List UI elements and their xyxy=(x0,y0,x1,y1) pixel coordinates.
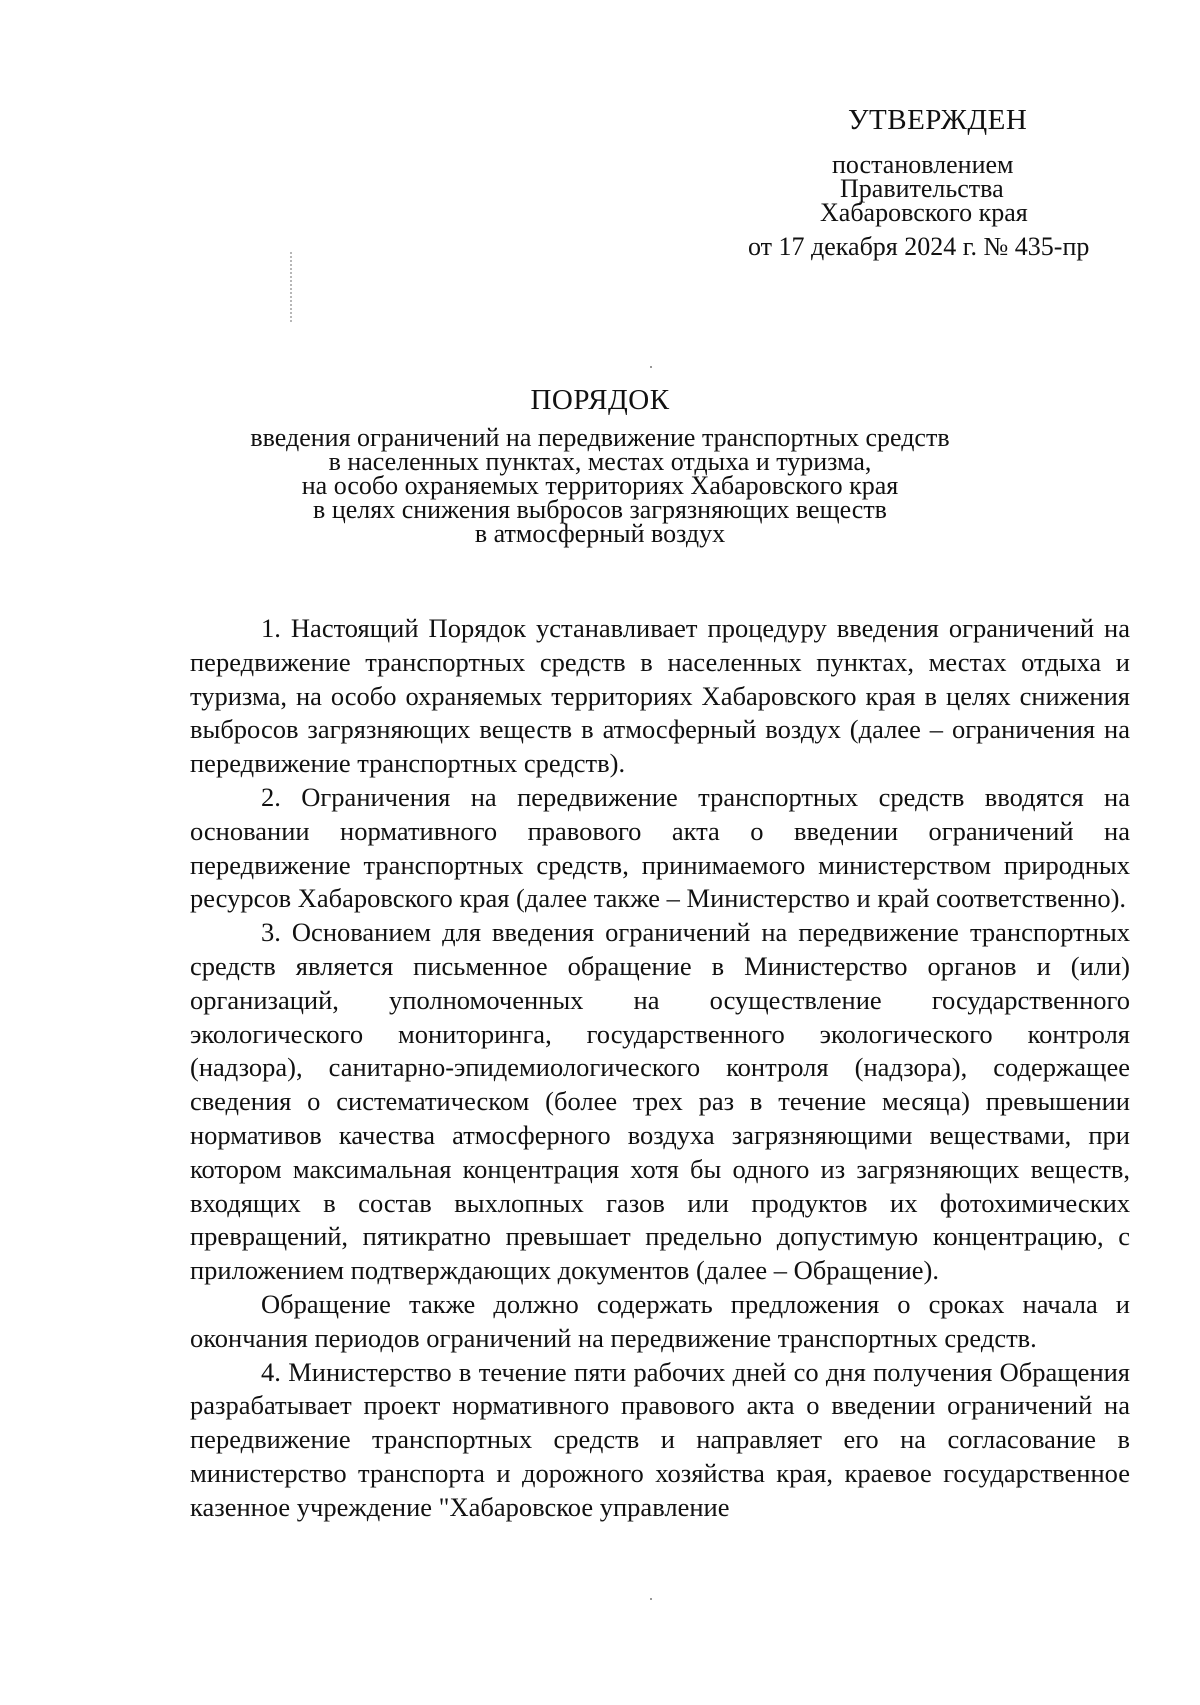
scan-artifact xyxy=(650,1598,652,1600)
approval-date: от 17 декабря 2024 г. № 435-пр xyxy=(748,232,1090,261)
document-body xyxy=(190,612,1130,1525)
document-title: ПОРЯДОК xyxy=(530,384,670,416)
paragraph-1: 1. Настоящий Порядок устанавливает процедуру введения ограничений на передвижение транспортных средств в населенных пунктах, местах отдыха и туризма, на особо охраняемых территориях Хабаровского края в целях снижения выбросов загрязняющих веществ в атмосферный воздух (далее – ограничения на передвижение транспортных средств). xyxy=(190,613,1130,779)
approval-title: УТВЕРЖДЕН xyxy=(848,104,1028,136)
subtitle-line: введения ограничений на передвижение транспортных средств xyxy=(250,423,950,452)
document-subtitle xyxy=(0,423,1200,548)
paragraph-2: 2. Ограничения на передвижение транспортных средств вводятся на основании нормативного правового акта о введении ограничений на передвижение транспортных средств, принимаемого министерством природных ресурсов Хабаровского края (далее также – Министерство и край соответственно). xyxy=(190,781,1130,914)
paragraph-3: 3. Основанием для введения ограничений на передвижение транспортных средств является письменное обращение в Министерство органов и (или) организаций, уполномоченных на осуществление государственного экологического мониторинга, государственного экологического контроля (надзора), санитарно-эпидемиологического контроля (надзора), содержащее сведения о систематическом (более трех раз в течение месяца) превышении нормативов качества атмосферного воздуха загрязняющими веществами, при котором максимальная концентрация хотя бы одного из загрязняющих веществ, входящих в состав выхлопных газов или продуктов их фотохимических превращений, пятикратно превышает предельно допустимую концентрацию, с приложением подтверждающих документов (далее – Обращение). xyxy=(190,917,1130,1286)
subtitle-line: в населенных пунктах, местах отдыха и туризма, xyxy=(328,447,872,476)
subtitle-line: в атмосферный воздух xyxy=(474,519,726,548)
scan-artifact xyxy=(650,366,652,368)
paragraph-3-addendum: Обращение также должно содержать предложения о сроках начала и окончания периодов ограничений на передвижение транспортных средств. xyxy=(190,1288,1130,1353)
subtitle-line: на особо охраняемых территориях Хабаровского края xyxy=(301,471,899,500)
approval-line-2: Правительства xyxy=(840,174,1004,203)
paragraph-4: 4. Министерство в течение пяти рабочих дней со дня получения Обращения разрабатывает проект нормативного правового акта о введении ограничений на передвижение транспортных средств и направляет его на согласование в министерство транспорта и дорожного хозяйства края, краевое государственное казенное учреждение "Хабаровское управление xyxy=(190,1356,1130,1522)
approval-line-3: Хабаровского края xyxy=(820,198,1028,227)
approval-line-1: постановлением xyxy=(832,150,1014,179)
scan-artifact xyxy=(290,252,294,322)
subtitle-line: в целях снижения выбросов загрязняющих веществ xyxy=(313,495,887,524)
